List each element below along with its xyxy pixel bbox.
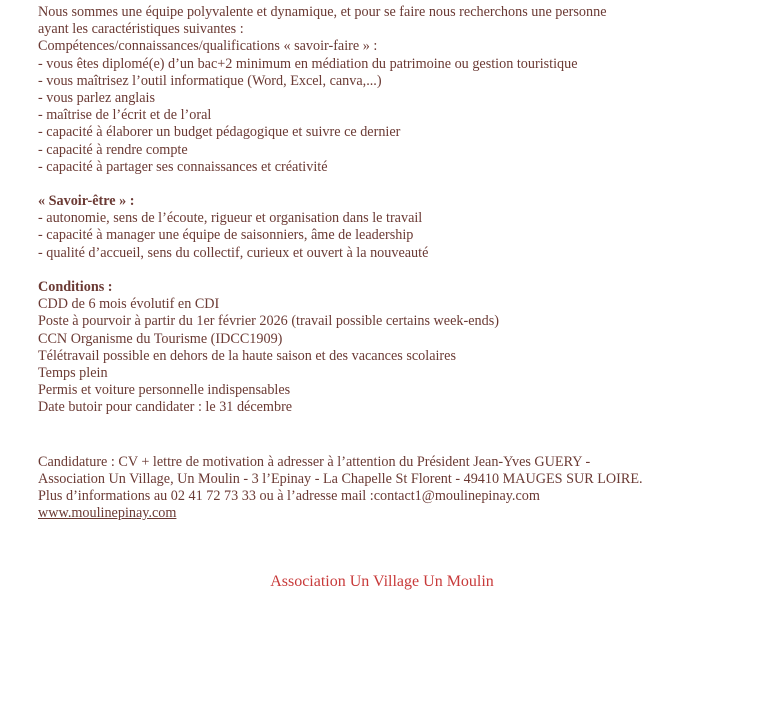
conditions-list bbox=[38, 296, 738, 416]
intro-line-1: Nous sommes une équipe polyvalente et dynamique, et pour se faire nous recherchons une personne bbox=[38, 4, 607, 20]
list-item: - qualité d’accueil, sens du collectif, curieux et ouvert à la nouveauté bbox=[38, 244, 429, 261]
list-item: Permis et voiture personnelle indispensables bbox=[38, 382, 291, 399]
list-item: Poste à pourvoir à partir du 1er février 2026 (travail possible certains week-ends) bbox=[38, 313, 499, 330]
list-item: Date butoir pour candidater : le 31 décembre bbox=[38, 399, 293, 416]
list-item: - vous êtes diplomé(e) d’un bac+2 minimum en médiation du patrimoine ou gestion touristique bbox=[38, 55, 578, 72]
list-item: - capacité à partager ses connaissances et créativité bbox=[38, 158, 328, 175]
website-link[interactable]: www.moulinepinay.com bbox=[38, 505, 177, 522]
list-item: - capacité à élaborer un budget pédagogique et suivre ce dernier bbox=[38, 124, 401, 141]
list-item: - capacité à manager une équipe de saisonniers, âme de leadership bbox=[38, 227, 414, 244]
savoir-etre-heading: « Savoir-être » : bbox=[38, 193, 135, 210]
list-item: - maîtrise de l’écrit et de l’oral bbox=[38, 107, 212, 124]
candidature-line: Candidature : CV + lettre de motivation à adresser à l’attention du Président Jean-Yves GUERY - bbox=[38, 453, 591, 470]
job-offer-document bbox=[38, 0, 738, 523]
savoir-faire-heading: Compétences/connaissances/qualifications « savoir-faire » : bbox=[38, 38, 378, 55]
intro-line-2: ayant les caractéristiques suivantes : bbox=[38, 21, 244, 38]
conditions-heading: Conditions : bbox=[38, 279, 113, 295]
list-item: - vous parlez anglais bbox=[38, 89, 156, 106]
list-item: Télétravail possible en dehors de la haute saison et des vacances scolaires bbox=[38, 347, 456, 364]
list-item: CCN Organisme du Tourisme (IDCC1909) bbox=[38, 330, 283, 347]
list-item: - vous maîtrisez l’outil informatique (Word, Excel, canva,...) bbox=[38, 72, 382, 89]
list-item: CDD de 6 mois évolutif en CDI bbox=[38, 296, 220, 313]
candidature-block bbox=[38, 454, 738, 523]
savoir-faire-list bbox=[38, 56, 738, 176]
candidature-line: Plus d’informations au 02 41 72 73 33 ou à l’adresse mail :contact1@moulinepinay.com bbox=[38, 488, 540, 505]
list-item: - capacité à rendre compte bbox=[38, 141, 188, 158]
list-item: - autonomie, sens de l’écoute, rigueur et organisation dans le travail bbox=[38, 210, 423, 227]
list-item: Temps plein bbox=[38, 364, 108, 381]
organization-footer: Association Un Village Un Moulin bbox=[270, 573, 494, 590]
savoir-etre-list bbox=[38, 210, 738, 262]
candidature-line: Association Un Village, Un Moulin - 3 l’Epinay - La Chapelle St Florent - 49410 MAUGES SUR LOIRE. bbox=[38, 471, 643, 488]
